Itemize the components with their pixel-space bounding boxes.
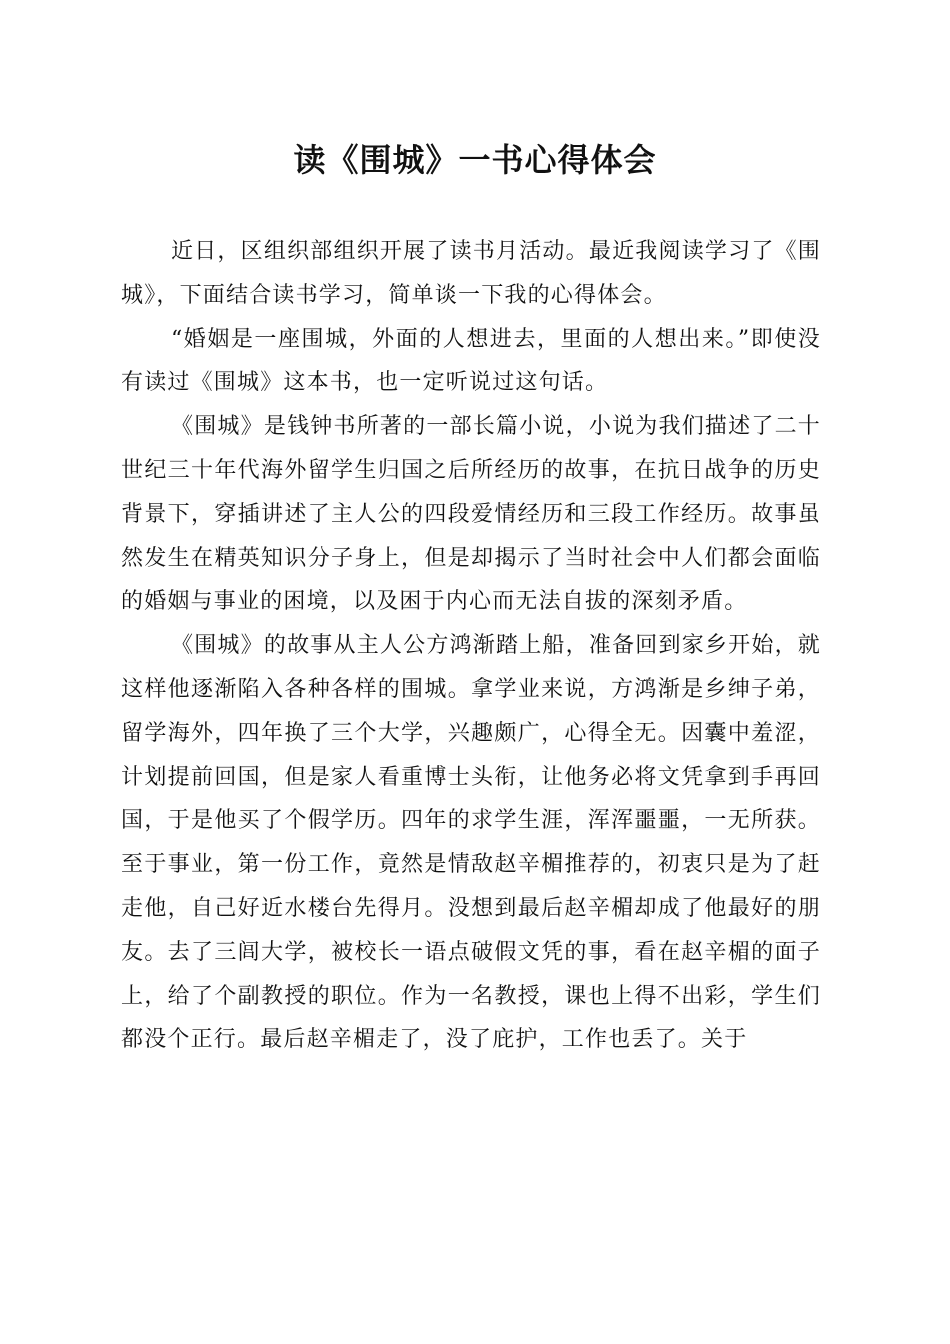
document-body — [121, 230, 821, 1062]
paragraph-quote: “婚姻是一座围城，外面的人想进去，里面的人想出来。”即使没有读过《围城》这本书，也一定听说过这句话。 — [121, 326, 821, 396]
paragraph-intro: 近日，区组织部组织开展了读书月活动。最近我阅读学习了《围城》，下面结合读书学习，简单谈一下我的心得体会。 — [121, 239, 821, 308]
page-title: 读《围城》一书心得体会 — [293, 141, 657, 179]
paragraph-story: 《围城》的故事从主人公方鸿渐踏上船，准备回到家乡开始，就这样他逐渐陷入各种各样的围城。拿学业来说，方鸿渐是乡绅子弟，留学海外，四年换了三个大学，兴趣颇广，心得全无。因囊中羞涩，计划提前回国，但是家人看重博士头衔，让他务必将文凭拿到手再回国，于是他买了个假学历。四年的求学生涯，浑浑噩噩，一无所获。至于事业，第一份工作，竟然是情敌赵辛楣推荐的，初衷只是为了赶走他，自己好近水楼台先得月。没想到最后赵辛楣却成了他最好的朋友。去了三闾大学，被校长一语点破假文凭的事，看在赵辛楣的面子上，给了个副教授的职位。作为一名教授，课也上得不出彩，学生们都没个正行。最后赵辛楣走了，没了庇护，工作也丢了。关于 — [121, 633, 821, 1053]
paragraph-summary: 《围城》是钱钟书所著的一部长篇小说，小说为我们描述了二十世纪三十年代海外留学生归国之后所经历的故事，在抗日战争的历史背景下，穿插讲述了主人公的四段爱情经历和三段工作经历。故事虽然发生在精英知识分子身上，但是却揭示了当时社会中人们都会面临的婚姻与事业的困境，以及困于内心而无法自拔的深刻矛盾。 — [121, 414, 821, 615]
